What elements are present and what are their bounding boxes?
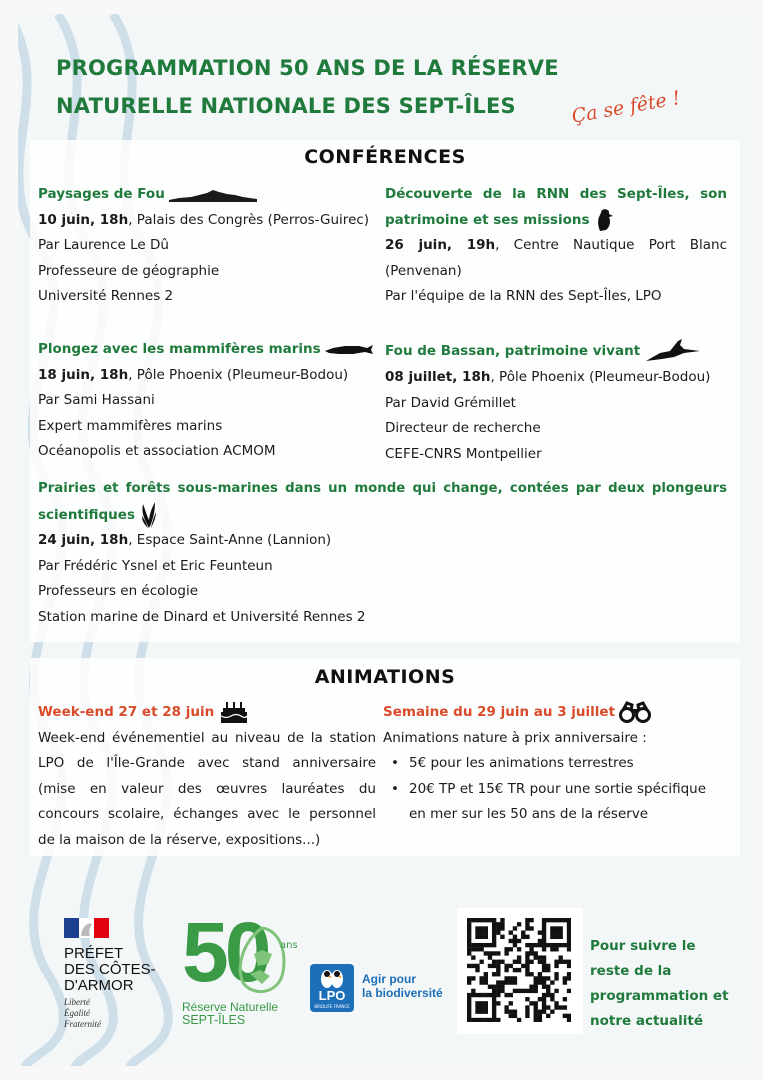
conference-2-title-a: Découverte de la RNN des Sept-Îles, son: [385, 186, 727, 202]
fifty-years-logo: [182, 905, 312, 1040]
conference-3-org: Océanopolis et association ACMOM: [38, 443, 276, 459]
conference-1-role: Professeure de géographie: [38, 262, 220, 279]
conference-3-speaker: Par Sami Hassani: [38, 392, 155, 408]
puffins-icon: [318, 967, 346, 989]
conference-2-place-cont: (Penvenan): [385, 262, 462, 279]
conference-1-speaker: Par Laurence Le Dû: [38, 237, 169, 253]
lpo-slogan-a: Agir pour: [362, 972, 416, 986]
conference-3: [38, 337, 383, 465]
animation-2-list: [383, 751, 728, 828]
conference-4-date: 08 juillet, 18h: [385, 369, 491, 385]
island-zero-icon: [232, 924, 290, 998]
qr-caption: [590, 934, 729, 1034]
conference-4-speaker: Par David Grémillet: [385, 394, 516, 411]
lpo-slogan: [362, 972, 443, 1000]
prefet-line1: PRÉFET: [64, 945, 124, 962]
animations-title: ANIMATIONS: [314, 666, 456, 688]
conference-3-date: 18 juin, 18h: [38, 366, 129, 383]
animation-1-title: Week-end 27 et 28 juin: [38, 704, 215, 720]
conference-5-title-b: scientifiques: [38, 506, 135, 523]
motto-liberte: Liberté: [64, 997, 90, 1007]
prefet-line3: D'ARMOR: [64, 977, 134, 994]
animation-2-item-2-a: 20€ TP et 15€ TR pour une sortie spécifique: [409, 780, 707, 797]
conference-3-place: , Pôle Phoenix (Pleumeur-Bodou): [128, 366, 349, 383]
ans-label: ans: [280, 940, 298, 951]
conference-3-role: Expert mammifères marins: [38, 417, 223, 434]
lpo-slogan-b: la biodiversité: [362, 986, 443, 1000]
animation-1-line2: LPO de l'Île-Grande avec stand anniversaire: [38, 755, 376, 771]
qr-caption-1: Pour suivre le: [590, 938, 696, 954]
lpo-logo: [310, 964, 354, 1012]
island-silhouette-icon: [169, 186, 257, 202]
reserve-label-b: SEPT-ÎLES: [182, 1013, 246, 1027]
conference-5: [38, 476, 727, 630]
animation-2-title: Semaine du 29 juin au 3 juillet: [383, 704, 616, 720]
animation-1-line4: concours scolaire, échanges avec le personnel: [38, 806, 376, 822]
animation-1-line5: de la maison de la réserve, expositions...): [38, 831, 321, 848]
conference-5-place: , Espace Saint-Anne (Lannion): [128, 532, 332, 548]
qr-caption-4: notre actualité: [590, 1013, 704, 1029]
lpo-badge: [310, 964, 354, 1012]
prefet-line2: DES CÔTES-: [64, 961, 156, 978]
main-title-line1: PROGRAMMATION 50 ANS DE LA RÉSERVE: [56, 56, 559, 80]
conference-1-org: Université Rennes 2: [38, 288, 174, 304]
qr-code-panel: [457, 908, 583, 1034]
animation-2: [383, 700, 728, 828]
qr-caption-3: programmation et: [590, 988, 729, 1004]
conference-4-org: CEFE-CNRS Montpellier: [385, 445, 542, 462]
reserve-label-a: Réserve Naturelle: [182, 1000, 279, 1014]
conference-4-role: Directeur de recherche: [385, 420, 541, 436]
birthday-cake-icon: [219, 700, 249, 724]
conference-5-title-a: Prairies et forêts sous-marines dans un monde qui change, contées par deux plongeurs: [38, 481, 727, 496]
conference-1: [38, 182, 383, 310]
conference-2-date: 26 juin, 19h: [385, 237, 496, 253]
binoculars-icon: [619, 701, 651, 723]
conference-1-title: Paysages de Fou: [38, 186, 165, 202]
lpo-label: LPO: [318, 988, 346, 1003]
conference-3-title: Plongez avec les mammifères marins: [38, 341, 321, 357]
puffin-icon: [594, 208, 614, 232]
prefet-logo: [64, 918, 156, 1030]
conferences-title: CONFÉRENCES: [304, 146, 466, 168]
flyer-page: [18, 14, 750, 1066]
conference-2-place: , Centre Nautique Port Blanc: [495, 237, 727, 253]
animation-1-line3: (mise en valeur des œuvres lauréates du: [38, 780, 376, 797]
seaweed-icon: [139, 502, 159, 528]
animation-2-intro: Animations nature à prix anniversaire :: [383, 729, 647, 746]
conference-2: [385, 182, 727, 310]
qr-code-icon[interactable]: [467, 918, 571, 1022]
conference-4: [385, 337, 727, 467]
tagline: Ça se fête !: [570, 86, 682, 128]
conference-5-org: Station marine de Dinard et Université Rennes 2: [38, 608, 366, 625]
animation-1-line1: Week-end événementiel au niveau de la station: [38, 729, 376, 746]
conference-2-speaker: Par l'équipe de la RNN des Sept-Îles, LPO: [385, 288, 662, 304]
lpo-sub: BIRDLIFE FRANCE: [314, 1004, 350, 1009]
qr-caption-2: reste de la: [590, 963, 672, 979]
animation-2-item-2: [409, 777, 728, 828]
conference-2-title-b: patrimoine et ses missions: [385, 211, 590, 228]
conference-5-speaker: Par Frédéric Ysnel et Eric Feunteun: [38, 557, 273, 574]
conference-5-date: 24 juin, 18h: [38, 532, 129, 548]
animation-2-item-1: • 5€ pour les animations terrestres: [409, 751, 728, 777]
conference-4-place: , Pôle Phoenix (Pleumeur-Bodou): [490, 369, 711, 385]
conference-4-title: Fou de Bassan, patrimoine vivant: [385, 343, 641, 359]
motto-egalite: Égalité: [64, 1008, 90, 1018]
animation-2-item-2-b: en mer sur les 50 ans de la réserve: [409, 806, 649, 822]
marianne-icon: [64, 918, 110, 938]
fifty-number: 50: [182, 905, 268, 999]
conference-5-role: Professeurs en écologie: [38, 583, 199, 599]
animation-1: [38, 700, 376, 853]
main-title-line2: NATURELLE NATIONALE DES SEPT-ÎLES: [56, 94, 516, 118]
seal-icon: [325, 342, 373, 356]
motto-fraternite: Fraternité: [64, 1019, 101, 1029]
gannet-icon: [644, 337, 700, 365]
conference-1-place: , Palais des Congrès (Perros-Guirec): [128, 211, 370, 228]
conference-1-date: 10 juin, 18h: [38, 211, 129, 228]
